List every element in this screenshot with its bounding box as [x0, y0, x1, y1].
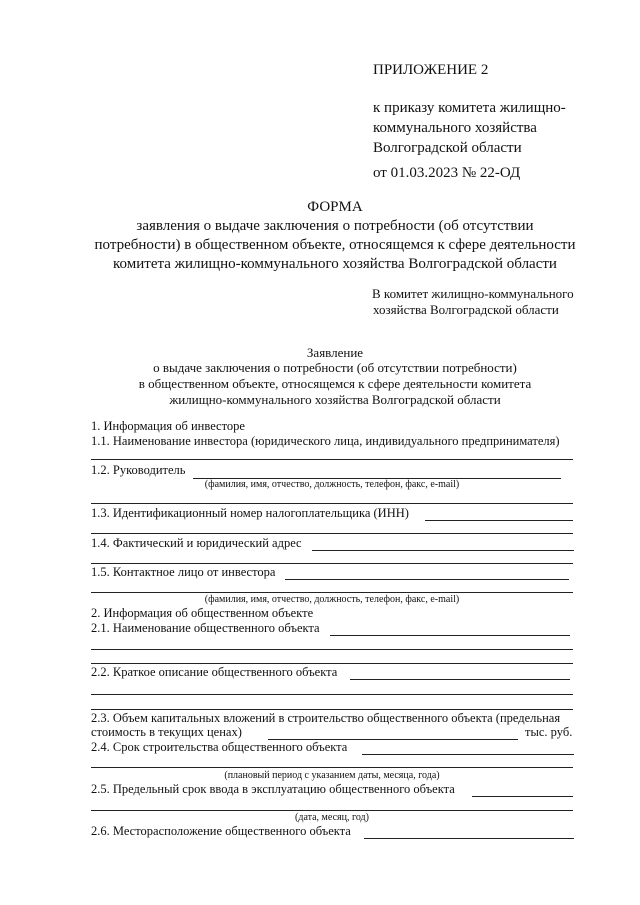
field-object-description-extra-line-2[interactable] [91, 709, 573, 710]
field-inn-label: 1.3. Идентификационный номер налогоплательщика (ИНН) [91, 506, 409, 520]
application-description-line: жилищно-коммунального хозяйства Волгоградской области [169, 392, 501, 407]
field-address-label: 1.4. Фактический и юридический адрес [91, 536, 302, 550]
addressee [372, 286, 574, 318]
field-object-description-extra-line-1[interactable] [91, 694, 573, 695]
field-inn-extra-line[interactable] [91, 533, 573, 534]
field-object-name-label: 2.1. Наименование общественного объекта [91, 621, 320, 635]
application-description [0, 360, 640, 408]
addressee-line: хозяйства Волгоградской области [373, 302, 559, 317]
field-construction-period-extra-line[interactable] [91, 767, 573, 768]
hint-period: (плановый период с указанием даты, месяца, года) [224, 770, 440, 781]
field-commissioning-deadline-extra-line[interactable] [91, 810, 573, 811]
field-director-label: 1.2. Руководитель [91, 463, 186, 477]
appendix-line: коммунального хозяйства [373, 120, 537, 136]
field-location-line[interactable] [364, 838, 574, 839]
field-commissioning-deadline-line[interactable] [472, 796, 573, 797]
field-investor-name-line[interactable] [91, 459, 573, 460]
appendix-line: к приказу комитета жилищно- [373, 100, 566, 116]
section-1-heading: 1. Информация об инвесторе [91, 419, 245, 433]
field-contact-person-label: 1.5. Контактное лицо от инвестора [91, 565, 276, 579]
field-object-name-extra-line-1[interactable] [91, 649, 573, 650]
field-investor-name-label: 1.1. Наименование инвестора (юридического лица, индивидуального предпринимателя) [91, 434, 560, 448]
field-investment-label: 2.3. Объем капитальных вложений в строительство общественного объекта (предельная [91, 711, 561, 725]
field-location-label: 2.6. Месторасположение общественного объекта [91, 824, 351, 838]
form-title: ФОРМА [307, 199, 363, 215]
hint-date: (дата, месяц, год) [295, 812, 369, 823]
field-contact-person-line[interactable] [285, 579, 569, 580]
field-commissioning-deadline-label: 2.5. Предельный срок ввода в эксплуатацию общественного объекта [91, 782, 455, 796]
field-address-line[interactable] [312, 550, 574, 551]
appendix-date-number: от 01.03.2023 № 22-ОД [373, 165, 521, 181]
form-description-line: заявления о выдаче заключения о потребности (об отсутствии [136, 218, 534, 234]
field-director-extra-line[interactable] [91, 503, 573, 504]
field-object-name-line[interactable] [330, 635, 570, 636]
form-description-line: потребности) в общественном объекте, относящемся к сфере деятельности [94, 237, 576, 253]
application-description-line: в общественном объекте, относящемся к сфере деятельности комитета [138, 376, 532, 391]
hint-contact-details: (фамилия, имя, отчество, должность, телефон, факс, e-mail) [204, 479, 460, 490]
field-object-description-label: 2.2. Краткое описание общественного объекта [91, 665, 338, 679]
field-object-description-line[interactable] [350, 679, 570, 680]
field-object-name-extra-line-2[interactable] [91, 663, 573, 664]
application-title: Заявление [306, 345, 364, 360]
form-description-line: комитета жилищно-коммунального хозяйства Волгоградской области [113, 256, 557, 272]
appendix-reference [373, 98, 566, 158]
hint-contact-details: (фамилия, имя, отчество, должность, телефон, факс, e-mail) [204, 594, 460, 605]
appendix-line: Волгоградской области [373, 140, 522, 156]
application-description-line: о выдаче заключения о потребности (об отсутствии потребности) [153, 360, 517, 375]
field-construction-period-line[interactable] [362, 754, 574, 755]
form-description [0, 217, 640, 274]
section-2-heading: 2. Информация об общественном объекте [91, 606, 314, 620]
appendix-title: ПРИЛОЖЕНИЕ 2 [373, 62, 489, 78]
field-address-extra-line[interactable] [91, 563, 573, 564]
field-investment-unit: тыс. руб. [525, 725, 573, 739]
addressee-line: В комитет жилищно-коммунального [372, 286, 574, 301]
field-investment-label-cont: стоимость в текущих ценах) [91, 725, 242, 739]
field-construction-period-label: 2.4. Срок строительства общественного объекта [91, 740, 348, 754]
field-contact-person-extra-line[interactable] [91, 592, 573, 593]
field-inn-line[interactable] [425, 520, 573, 521]
